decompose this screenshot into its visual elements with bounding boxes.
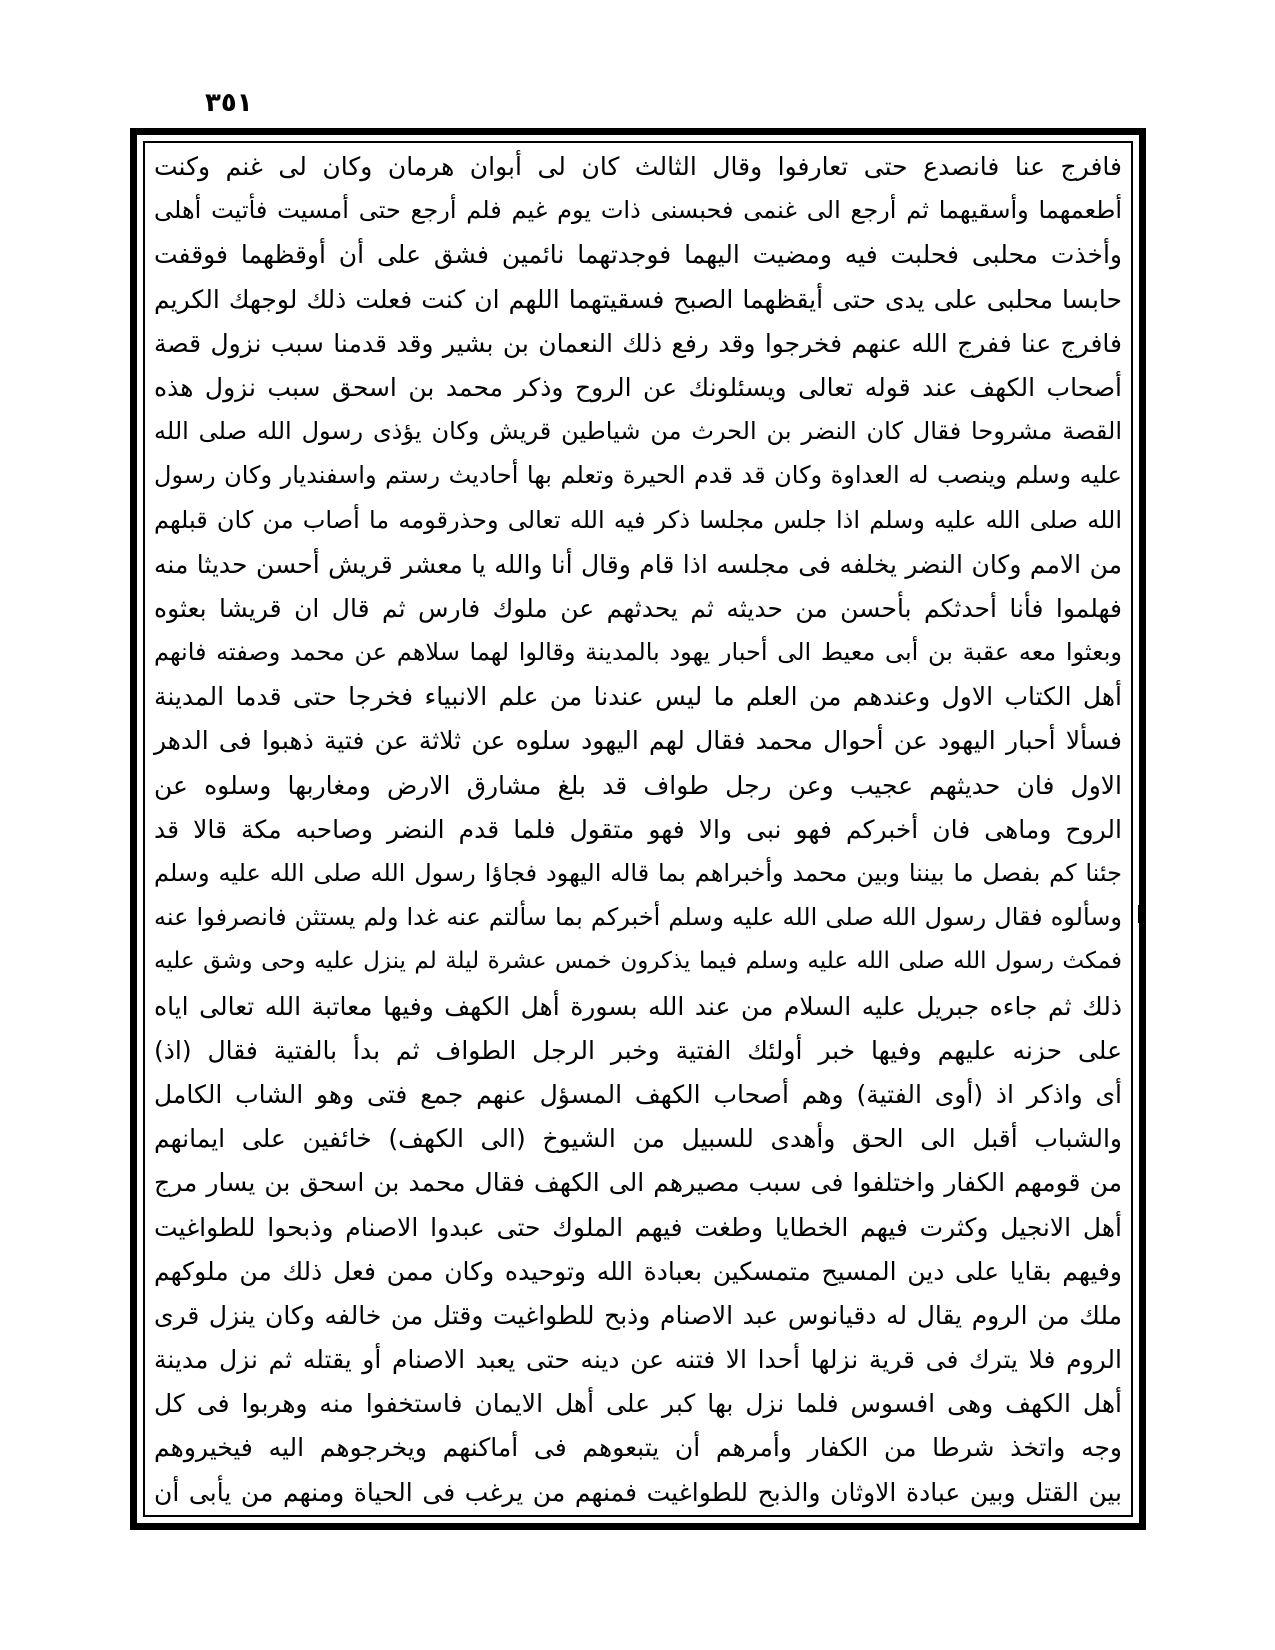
text-line: عليه وسلم وينصب له العداوة وكان قد قدم الحيرة وتعلم بها أحاديث رستم واسفنديار وكان رسول [154,461,1122,490]
text-line: من الامم وكان النضر يخلفه فى مجلسه اذا قام وقال أنا والله يا معشر قريش أحسن حديثا منه [154,549,1122,579]
text-line: أى واذكر اذ (أوى الفتية) وهم أصحاب الكهف المسؤل عنهم جمع فتى وهو الشاب الكامل [154,1079,1122,1109]
text-line: ذلك ثم جاءه جبريل عليه السلام من عند الله بسورة أهل الكهف وفيها معاتبة الله تعالى اياه [154,991,1122,1021]
text-line: فمكث رسول الله صلى الله عليه وسلم فيما يذكرون خمس عشرة ليلة لم ينزل عليه وحى وشق عليه [154,948,1122,975]
text-line: الاول فان حديثهم عجيب وعن رجل طواف قد بلغ مشارق الارض ومغاربها وسلوه عن [154,770,1122,800]
text-line: بين القتل وبين عبادة الاوثان والذبح للطواغيت فمنهم من يرغب فى الحياة ومنهم من يأبى أن [154,1477,1122,1507]
text-line: أهل الكهف وهى افسوس فلما نزل بها كبر على أهل الايمان فاستخفوا منه وهربوا فى كل [154,1389,1122,1419]
margin-mark [1138,905,1144,923]
text-line: جئنا كم بفصل ما بيننا وبين محمد وأخبراهم بما قاله اليهود فجاؤا رسول الله صلى الله عليه وسلم [154,859,1122,887]
page-number: ٣٥١ [205,88,253,118]
text-line: الروح وماهى فان أخبركم فهو نبى والا فهو متقول فلما قدم النضر وصاحبه مكة قالا قد [154,814,1122,844]
text-line: الله صلى الله عليه وسلم اذا جلس مجلسا ذكر فيه الله تعالى وحذرقومه ما أصاب من كان قبلهم [154,505,1122,534]
text-line: وفيهم بقايا على دين المسيح متمسكين بعبادة الله وتوحيده وكان ممن فعل ذلك من ملوكهم [154,1256,1122,1286]
text-line: وأخذت محلبى فحلبت فيه ومضيت اليهما فوجدتهما نائمين فشق على أن أوقظهما فوقفت [154,240,1122,270]
text-line: على حزنه عليهم وفيها خبر أولئك الفتية وخبر الرجل الطواف ثم بدأ بالفتية فقال (اذ) [154,1035,1122,1065]
text-line: أطعمهما وأسقيهما ثم أرجع الى غنمى فحبسنى ذات يوم غيم فلم أرجع حتى أمسيت فأتيت أهلى [154,196,1122,225]
text-line: وجه واتخذ شرطا من الكفار وأمرهم أن يتبعوهم فى أماكنهم ويخرجوهم اليه فيخيروهم [154,1433,1122,1463]
text-line: وسألوه فقال رسول الله صلى الله عليه وسلم أخبركم بما سألتم عنه غدا ولم يستثن فانصرفوا عنه [154,903,1122,932]
text-line: والشباب أقبل الى الحق وأهدى للسبيل من الشيوخ (الى الكهف) خائفين على ايمانهم [154,1124,1122,1154]
text-line: أصحاب الكهف عند قوله تعالى ويسئلونك عن الروح وذكر محمد بن اسحق سبب نزول هذه [154,372,1122,402]
text-line: أهل الانجيل وكثرت فيهم الخطايا وطغت فيهم الملوك حتى عبدوا الاصنام وذبحوا للطواغيت [154,1212,1122,1242]
text-block [150,144,1126,1514]
text-line: من قومهم الكفار واختلفوا فى سبب مصيرهم الى الكهف فقال محمد بن اسحق بن يسار مرج [154,1168,1122,1198]
text-line: القصة مشروحا فقال كان النضر بن الحرث من شياطين قريش وكان يؤذى رسول الله صلى الله [154,417,1122,446]
text-line: وبعثوا معه عقبة بن أبى معيط الى أحبار يهود بالمدينة وقالوا لهما سلاهم عن محمد وصفته فانهم [154,638,1122,667]
text-line: فافرج عنا فانصدع حتى تعارفوا وقال الثالث كان لى أبوان هرمان وكان لى غنم وكنت [154,152,1122,181]
text-line: أهل الكتاب الاول وعندهم من العلم ما ليس عندنا من علم الانبياء فخرجا حتى قدما المدينة [154,682,1122,712]
text-line: فافرج عنا ففرج الله عنهم فخرجوا وقد رفع ذلك النعمان بن بشير وقد قدمنا سبب نزول قصة [154,328,1122,358]
text-line: فهلموا فأنا أحدثكم بأحسن من حديثه ثم يحدثهم عن ملوك فارس ثم قال ان قريشا بعثوه [154,593,1122,623]
text-line: حابسا محلبى على يدى حتى أيقظهما الصبح فسقيتهما اللهم ان كنت فعلت ذلك لوجهك الكريم [154,284,1122,314]
text-line: فسألا أحبار اليهود عن أحوال محمد فقال لهم اليهود سلوه عن ثلاثة عن فتية ذهبوا فى الدهر [154,726,1122,756]
text-line: الروم فلا يترك فى قرية نزلها أحدا الا فتنه عن دينه حتى يعبد الاصنام أو يقتله ثم نزل مدينة [154,1345,1122,1375]
text-line: ملك من الروم يقال له دقيانوس عبد الاصنام وذبح للطواغيت وقتل من خالفه وكان ينزل قرى [154,1300,1122,1330]
